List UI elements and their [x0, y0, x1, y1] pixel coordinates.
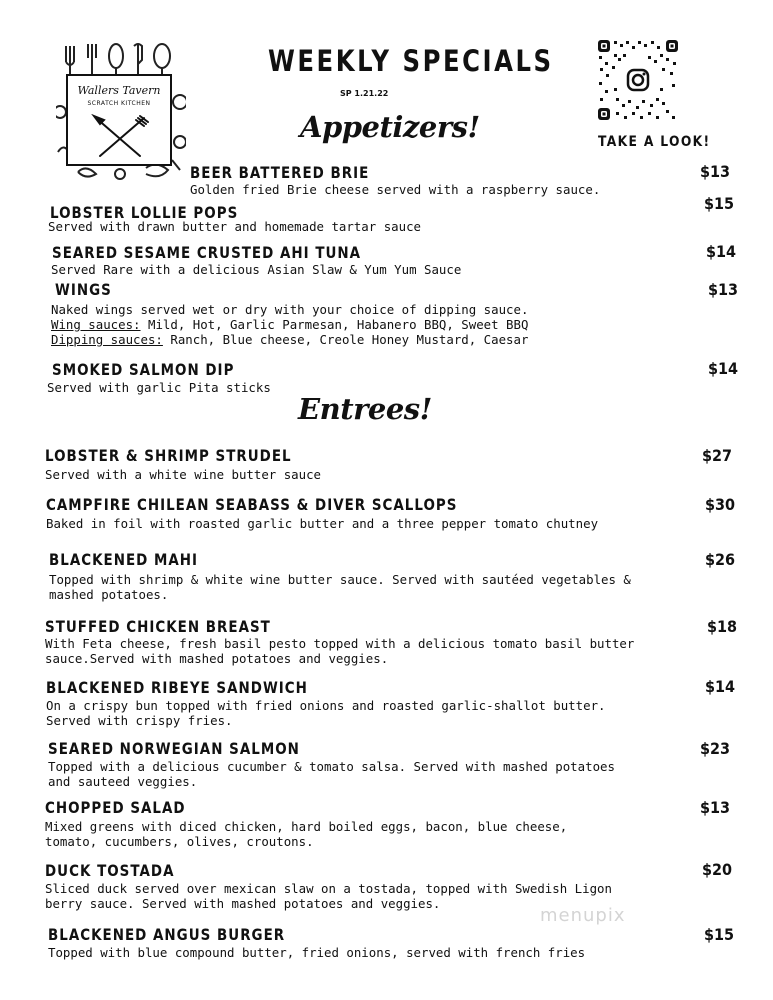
menu-item-name: BLACKENED MAHI	[49, 550, 199, 569]
crossed-knife-fork-icon	[90, 114, 150, 160]
menu-item-description-line2: mashed potatoes.	[49, 587, 169, 602]
page-title: WEEKLY SPECIALS	[268, 44, 554, 78]
menu-item-description: Served with drawn butter and homemade tartar sauce	[48, 219, 421, 234]
watermark: menupix	[540, 905, 626, 926]
menu-item-description: With Feta cheese, fresh basil pesto topped with a delicious tomato basil butter	[45, 636, 635, 651]
menu-item-description: On a crispy bun topped with fried onions and roasted garlic-shallot butter.	[46, 698, 606, 713]
menu-item-description: Golden fried Brie cheese served with a raspberry sauce.	[190, 182, 601, 197]
menu-item-description: Served with a white wine butter sauce	[45, 467, 322, 482]
dipping-sauces-label: Dipping sauces:	[51, 332, 163, 347]
date-code: SP 1.21.22	[340, 89, 389, 98]
menu-item-description-line2: berry sauce. Served with mashed potatoes and veggies.	[45, 896, 441, 911]
menu-item-name: BLACKENED ANGUS BURGER	[48, 925, 286, 944]
menu-item-name: BLACKENED RIBEYE SANDWICH	[46, 678, 308, 697]
menu-item-price: $14	[706, 242, 737, 261]
logo-name: Wallers Tavern	[77, 84, 161, 97]
menu-item-name: STUFFED CHICKEN BREAST	[45, 617, 271, 636]
entrees-heading: Entrees!	[298, 392, 432, 426]
menu-item-description: Baked in foil with roasted garlic butter and a three pepper tomato chutney	[46, 516, 599, 531]
logo-frame	[66, 74, 172, 166]
menu-item-name: LOBSTER & SHRIMP STRUDEL	[45, 446, 292, 465]
menu-item-description: Topped with blue compound butter, fried onions, served with french fries	[48, 945, 586, 960]
menu-item-name: DUCK TOSTADA	[45, 861, 175, 880]
menu-item-description: Topped with a delicious cucumber & tomato salsa. Served with mashed potatoes	[48, 759, 615, 774]
menu-item-price: $14	[705, 677, 736, 696]
menu-item-price: $30	[705, 495, 736, 514]
appetizers-heading: Appetizers!	[300, 110, 480, 144]
menu-item-description: Served Rare with a delicious Asian Slaw & Yum Yum Sauce	[51, 262, 462, 277]
menu-item-price: $20	[702, 860, 733, 879]
menu-item-price: $26	[705, 550, 736, 569]
menu-item-name: SEARED NORWEGIAN SALMON	[48, 739, 300, 758]
menu-item-description-line2: and sauteed veggies.	[48, 774, 198, 789]
dipping-sauces-list: Ranch, Blue cheese, Creole Honey Mustard, Caesar	[162, 332, 529, 347]
menu-item-description: Served with garlic Pita sticks	[47, 380, 271, 395]
menu-item-price: $13	[700, 798, 731, 817]
menu-item-price: $18	[707, 617, 738, 636]
qr-caption: TAKE A LOOK!	[598, 134, 711, 150]
menu-item-price: $15	[704, 194, 735, 213]
menu-item-description: Naked wings served wet or dry with your choice of dipping sauce.	[51, 302, 529, 317]
menu-item-name: BEER BATTERED BRIE	[190, 163, 370, 182]
menu-item-name: CAMPFIRE CHILEAN SEABASS & DIVER SCALLOPS	[46, 495, 458, 514]
menu-item-price: $13	[708, 280, 739, 299]
menu-item-price: $14	[708, 359, 739, 378]
wing-sauces-list: Mild, Hot, Garlic Parmesan, Habanero BBQ, Sweet BBQ	[140, 317, 529, 332]
menu-item-name: CHOPPED SALAD	[45, 798, 186, 817]
logo-subtitle: SCRATCH KITCHEN	[87, 100, 151, 107]
menu-item-description-line2: Served with crispy fries.	[46, 713, 233, 728]
wing-sauces-label: Wing sauces:	[51, 317, 141, 332]
menu-item-description-line2: sauce.Served with mashed potatoes and veggies.	[45, 651, 389, 666]
menu-item-description: Sliced duck served over mexican slaw on a tostada, topped with Swedish Ligon	[45, 881, 612, 896]
dipping-sauces-line	[51, 332, 528, 347]
menu-item-name: LOBSTER LOLLIE POPS	[50, 203, 239, 222]
menu-item-name: SEARED SESAME CRUSTED AHI TUNA	[52, 243, 362, 262]
menu-item-description-line2: tomato, cucumbers, olives, croutons.	[45, 834, 314, 849]
menu-item-price: $27	[702, 446, 733, 465]
menu-item-description: Topped with shrimp & white wine butter sauce. Served with sautéed vegetables &	[49, 572, 631, 587]
instagram-qr-code-icon[interactable]	[596, 38, 680, 122]
restaurant-logo	[56, 42, 186, 182]
menu-item-price: $23	[700, 739, 731, 758]
menu-item-price: $15	[704, 925, 735, 944]
menu-item-name: WINGS	[55, 280, 112, 299]
menu-item-description: Mixed greens with diced chicken, hard boiled eggs, bacon, blue cheese,	[45, 819, 568, 834]
menu-item-price: $13	[700, 162, 731, 181]
wing-sauces-line	[51, 317, 528, 332]
menu-item-name: SMOKED SALMON DIP	[52, 360, 235, 379]
